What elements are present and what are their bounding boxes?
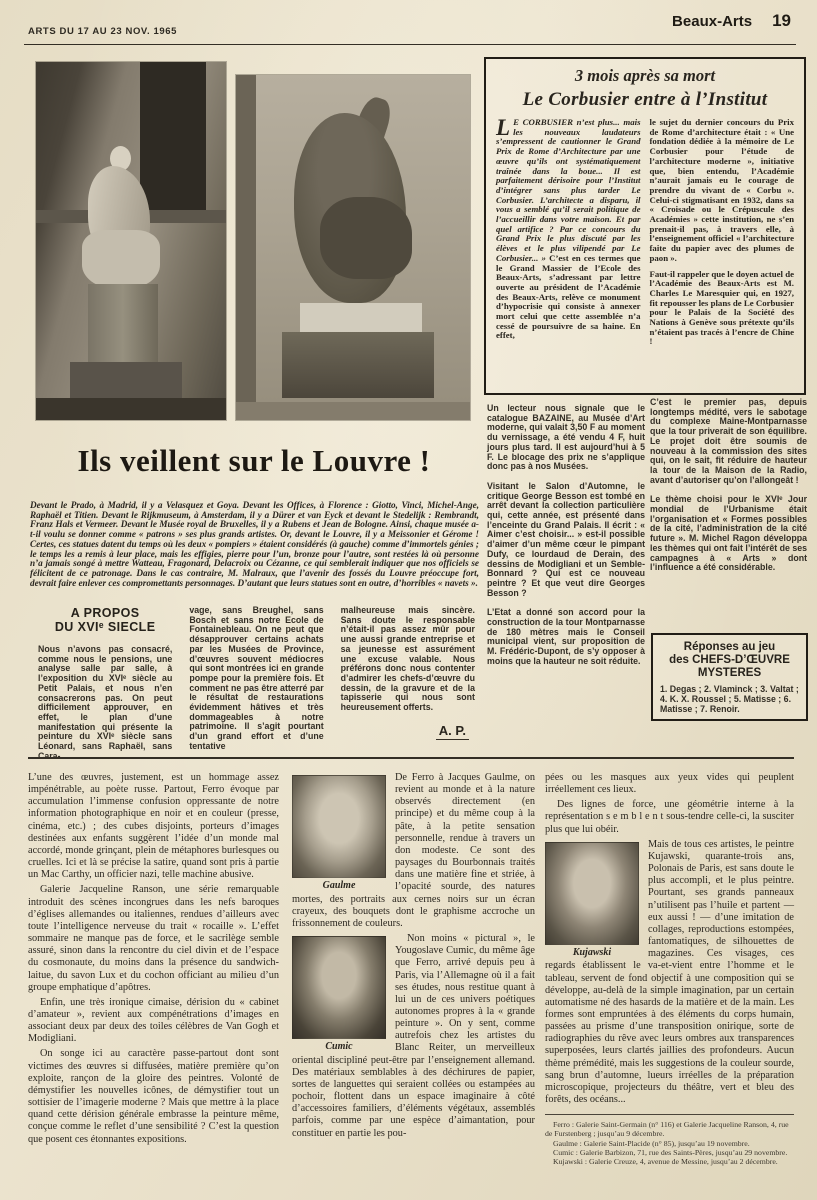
review-column-1 xyxy=(28,772,279,1149)
photo-wall-edge-shape xyxy=(236,75,256,420)
column-text: vage, sans Breughel, sans Bosch et sans notre Ecole de Fontainebleau. On ne peut que désapprouver certains achats par les Musées de Province, d’œuvres souvent médiocres qui sont montrées ici en grande pompe pour la première fois. Et comment ne pas être atterré par le résultat de restaurations évidemment hâtives et très dommageables à notre patrimoine. Il s’agit pourtant d’un grand effort et d’une tentative xyxy=(189,605,324,751)
gallery-listings xyxy=(545,1114,794,1166)
photo-ground-shape xyxy=(236,402,470,420)
statue-base-shape xyxy=(282,332,434,398)
review-paragraph: Enfin, une très ironique cimaise, dérision du « cabinet d’amateur », revient aux compénétrations d’images en associant deux par deux des toiles célèbres de Van Gogh et Modigliani. xyxy=(28,996,279,1045)
article-paragraph xyxy=(496,115,641,341)
article-paragraph: Faut-il rappeler que le doyen actuel de l’Académie des Beaux-Arts est M. Charles Le Maresquier qui, en 1927, fit repousser les plans de Le Corbusier pour le Palais de la Société des Nations à Genève sous prétexte qu’ils n’étaient pas tracés à l’encre de Chine ! xyxy=(649,268,794,347)
article-corbusier-box xyxy=(484,57,806,395)
answers-title-line-2: des CHEFS-D’ŒUVRE xyxy=(669,654,790,666)
statue-pedestal-shape xyxy=(88,284,158,368)
answers-list: 1. Degas ; 2. Vlaminck ; 3. Valtat ; 4. K. X. Roussel ; 5. Matisse ; 6. Matisse ; 7. Renoir. xyxy=(660,684,799,714)
heading-line-1: A PROPOS xyxy=(70,606,140,620)
urbanism-column xyxy=(650,398,807,583)
review-paragraph: L’une des œuvres, justement, est un hommage assez impénétrable, au poète russe. Partout, Ferro évoque par accumulation l’immense confusion oppressante de notre information photographique en noir et en couleur (presse, cinéma, etc.) ; des cubes disjoints, porteurs d’images destinées aux enfants suggèrent l’idée d’un monde mal accordé, monde grinçant, plein de métaphores burlesques ou cruelles. Ici et là se précise la satire, quand sont pris à partie un Mac Carthy, un officier nazi, telle machine abusive. xyxy=(28,772,279,881)
article-column-2 xyxy=(650,118,795,353)
xvi-column-1 xyxy=(38,606,172,761)
answers-title-line-1: Réponses au jeu xyxy=(683,641,776,653)
statue-plinth-shape xyxy=(300,303,422,333)
section-divider-rule xyxy=(28,757,794,759)
review-paragraph: De Ferro à Jacques Gaulme, on revient au monde et à la nature observés directement (en principe) et du même coup à la pâte, à la petite sensation personnelle, rendue à travers un don modeste. Ce sont des paysages du Bourbonnais traités dans une matière fine et striée, à l’opacité sourde, des natures mortes, des portraits aux cernes noirs sur un écran crayeux, des bouquets dont le graphisme accroche un frissonnement de couleurs. xyxy=(292,772,535,929)
brief-salon-automne: Visitant le Salon d’Automne, le critique George Besson est tombé en arrêt devant la collection particulière qui, cette année, est présenté dans l’enceinte du Grand Palais. Il écrit : « Aimer c’est choisir... » est-il possible d’aimer d’un même cœur le pimpant Dufy, ce lourdaud de Derain, des dessins de Modigliani et un Semble-Bonnard ? Qui est ce nouveau peintre ? Et que veut dire Georges Besson ? xyxy=(487,480,645,598)
brief-bazaine: Un lecteur nous signale que le catalogue BAZAINE, au Musée d’Art moderne, qui valait 3,50 F au moment du vernissage, a été vendu 4 F, huit jours plus tard. Il est aujourd’hui à 5 F. Le blocage des prix ne s’applique donc pas à nos Musées. xyxy=(487,403,645,472)
portrait-caption: Gaulme xyxy=(322,880,356,891)
issue-date: ARTS DU 17 AU 23 NOV. 1965 xyxy=(28,26,178,37)
masthead-brand xyxy=(672,11,791,31)
body-text: C’est en ces termes que le Grand Massier de l’Ecole des Beaux-Arts, s’adressant par lettre ouverte au président de l’Académie des Beaux-Arts, relève ce monument d’hypocrisie qui consiste à annexer mort celui que cette assemblée n’a cessé de poursuivre de sa haine. En effet, xyxy=(496,252,641,341)
section-heading xyxy=(38,606,172,634)
listing-cumic: Cumic : Galerie Barbizon, 71, rue des Saints-Pères, jusqu’au 29 novembre. xyxy=(553,1147,788,1157)
drop-cap: L xyxy=(496,115,511,140)
review-paragraph: Des lignes de force, une géométrie interne à la représentation s e m b l e n t sous-tendre celle-ci, la susciter plus que lui obéir. xyxy=(545,799,794,835)
review-paragraph: Galerie Jacqueline Ranson, une série remarquable introduit des scènes incongrues dans les nefs baroques d’églises allemandes ou italiennes, rendues d’ailleurs avec toute l’intelligence nerveuse du trait « rocaille ». L’effet sommaire ne manque pas de force, et le sacrilège semble assuré, sinon dans la rencontre du ciel divin et de l’espace du cosmonaute, du moins dans la présence du sandwich-laitue, du savon Lux et du cochon officiant au milieu d’un groupe emphatique d’apôtres. xyxy=(28,884,279,993)
quiz-answers-box xyxy=(651,633,808,721)
brief-tour-montparnasse: L’Etat a donné son accord pour la construction de la tour Montparnasse de 180 mètres mais le Conseil municipal vient, sur proposition de M. Frédéric-Dupont, de s’y opposer à moins que la hauteur ne soit réduite. xyxy=(487,607,645,666)
portrait-photo xyxy=(545,842,639,945)
article-kicker: 3 mois après sa mort xyxy=(574,66,716,85)
header-rule xyxy=(24,44,796,45)
column-text: Nous n’avons pas consacré, comme nous le pensions, une analyse salle par salle, à l’exposition du XVIᵉ siècle au Petit Palais, et nous n’en consacrerons pas. On peut difficilement approuver, en effet, le plan d’une manifestation qui présente la peinture du XVIᵉ siècle sans Léonard, sans Raphaël, sans Cara- xyxy=(38,644,173,761)
brand-title: Beaux-Arts xyxy=(672,13,753,30)
statue-figure-shape xyxy=(320,197,412,279)
listing-kujawski: Kujawski : Galerie Creuze, 4, avenue de Messine, jusqu’au 2 décembre. xyxy=(553,1157,778,1167)
statue-lap-shape xyxy=(82,230,160,288)
feature-headline: Ils veillent sur le Louvre ! xyxy=(77,443,431,478)
portrait-photo xyxy=(292,936,386,1039)
portrait-photo xyxy=(292,775,386,878)
article-paragraph: le sujet du dernier concours du Prix de Rome d’architecture était : « Une fondation dédiée à la mémoire de Le Corbusier pour l’étude de l’architecture moderne », initiative que, bien entendu, l’Académie n’aurait jamais eu le courage de prendre du vivant de « Corbu ». Celui-ci stigmatisant en 1932, dans sa « Croisade ou le Crépuscule des Académies » cette institution, ne s’en prenait-il pas, à travers elle, à l’enseignement officiel « l’architecture faite du papier avec des plumes de paon ». xyxy=(649,117,794,263)
xvi-column-3 xyxy=(341,606,475,761)
feature-lede: Devant le Prado, à Madrid, il y a Velasquez et Goya. Devant les Offices, à Florence : Giotto, Vinci, Michel-Ange, Raphaël et Titien. Devant le Rijkmuseum, à Amsterdam, il y a Dürer et van Eyck et devant le Stedelijk : Rembrandt, Franz Hals et Vermeer. Devant le Musée royal de Bruxelles, il y a Rubens et Jean de Bologne. Ainsi, chaque musée a-t-il voulu se donner comme « patrons » ses plus grands artistes. Or, devant le Louvre, il y a Meissonier et Gérome ! Certes, ces statues datent du temps où les deux « pompiers » étaient considérés (à gauche) comme d’immortels génies ; le temps les a remis à leur place, mais les effigies, pierre pour l’un, bronze pour l’autre, sont restées là où personne n’a jamais songé à mettre Watteau, Fragonard, Delacroix ou Cézanne, ce qui semblerait indiquer que nos officiels se félicitent de ce patronage. Dans le cas contraire, M. Malraux, que l’avenir des fossés du Louvre préoccupe fort, devrait faire enlever ces compromettants personnages. D’autant que leurs statues sont en outre, d’horribles « navets ». xyxy=(30,500,479,588)
section-xvi-siecle xyxy=(38,606,475,761)
heading-line-2: DU XVIᵉ SIECLE xyxy=(54,620,156,634)
photo-louvre-statue-gerome xyxy=(236,75,470,420)
review-paragraph: Non moins « pictural », le Yougoslave Cumic, du même âge que Ferro, arrivé depuis peu à Paris, via l’Allemagne où il a fait ses études, nous restitue quant à lui un de ces univers poétiques autonomes propres à la « grande peinture ». On y sent, comme autrefois chez les artistes du Blanc Reiter, un merveilleux oriental discipliné peut-être par l’enseignement allemand. Des matériaux semblables à des déchirures de papier, sortes de languettes qui seraient collées ou estampées au pochoir, flottent dans un espace imaginaire à côté d’accessoires familiers, d’éléments végétaux, assemblés parfois, comme par une espèce d’aimantation, pour constituer en partie les pou- xyxy=(292,933,535,1139)
article-columns xyxy=(496,115,794,353)
quote-text: E CORBUSIER n’est plus... mais les nouveaux laudateurs s’empressent de cautionner le Grand Prix de Rome d’Architecture par une œuvre qu’ils ont systématiquement traînée dans la boue... Il est parfaitement dérisoire pour l’Institut d’intégrer sans plus tarder Le Corbusier. L’architecte a disparu, il vous a semblé qu’il serait politique de l’accueillir dans votre maison. Et par quel artifice ? Par ce concours du Grand Prix le plus discuté par les élèves et le plus vilipendé par Le Corbusier... » xyxy=(496,117,641,263)
article-title: Le Corbusier entre à l’Institut xyxy=(522,89,768,110)
review-paragraph: Mais de tous ces artistes, le peintre Kujawski, quarante-trois ans, Polonais de Paris, est sans doute le plus accompli, et le plus peintre. Pourtant, ses grands panneaux n’utilisent pas l’huile et partent — eux aussi ! — d’une imitation de collages, reproductions estompées, fantomatiques, de silhouettes de magazines. Ces visages, ces regards établissent le va-et-vient entre l’homme et le tableau, servent de fond objectif à une composition qui se développe, au-delà de la simple imagination, par un certain automatisme né des hasards de la matière et de la main. Les formes sont empruntées à des éléments du corps humain, passées au prisme d’une transposition onirique, sorte de radiographies du rêve avec leurs ombres aux transparences superposées, leurs clartés jaillies des profondeurs. Aucun thème prémédité, mais les suggestions de la couleur sourde, sang brun d’automne, lueurs irréelles de la préparation microscopique, projecteurs du théâtre, vert et bleu des forêts, des océans... xyxy=(545,838,794,1106)
listing-gaulme: Gaulme : Galerie Saint-Placide (n° 85), jusqu’au 19 novembre. xyxy=(553,1138,750,1148)
portrait-cumic xyxy=(292,936,386,1052)
listing-ferro: Ferro : Galerie Saint-Germain (n° 116) et Galerie Jacqueline Ranson, 4, rue de Furstenberg ; jusqu’au 9 décembre. xyxy=(545,1120,789,1139)
news-briefs-column xyxy=(487,404,645,677)
article-column-1 xyxy=(496,115,641,353)
portrait-gaulme xyxy=(292,775,386,891)
xvi-column-2 xyxy=(189,606,323,761)
portrait-caption: Cumic xyxy=(325,1041,353,1053)
photo-louvre-statue-meissonier xyxy=(36,62,226,420)
portrait-caption: Kujawski xyxy=(572,946,612,958)
photo-doorway-shape xyxy=(140,62,206,210)
brief-maine-montparnasse: C’est le premier pas, depuis longtemps médité, vers le sabotage du complexe Maine-Montparnasse que la tour priverait de son équilibre. Le projet doit être soumis de nouveau à la commission des sites qui, on le sait, fit réduire de hauteur la tour de la Maison de la Radio, avant d’autoriser qu’on l’allongeât ! xyxy=(650,397,807,485)
photo-foreground-shadow xyxy=(36,398,226,420)
page-number: 19 xyxy=(772,11,791,30)
review-paragraph: On songe ici au caractère passe-partout dont sont victimes des œuvres si diffusées, matière première qu’on exploite, rançon de la gloire des peintres. Volonté de démystifier les nouvelles icônes, de démystifier tout un sottisier de l’imagerie moderne ? Mais que mettre à la place quand cette dérision générale embrasse la peinture même, conçue comme le reflet d’une sensibilité ? C’est la question que posent ces étonnantes expositions. xyxy=(28,1048,279,1145)
column-text: malheureuse mais sincère. Sans doute le responsable n’était-il pas assez mûr pour une aussi grande entreprise et sa jeunesse est assurément une excuse valable. Nous préférons donc nous contenter d’admirer les chefs-d’œuvre du dessin, de la gravure et de la tapisserie qui nous sont heureusement offerts. xyxy=(340,605,475,713)
answers-title-line-3: MYSTERES xyxy=(697,667,762,679)
portrait-kujawski xyxy=(545,842,639,958)
brief-jour-urbanisme: Le thème choisi pour le XVIᵉ Jour mondial de l’Urbanisme était l’organisation et « Formes possibles de la cité, l’administration de la cité future ». M. Michel Ragon développa les thèmes qui ont fait l’intérêt de ses campagnes à « Arts » dont l’influence a été considérable. xyxy=(650,494,807,573)
review-column-2 xyxy=(292,772,535,1143)
author-initials: A. P. xyxy=(436,723,469,740)
review-column-3 xyxy=(545,772,794,1166)
review-paragraph: pées ou les masques aux yeux vides qui peuplent irréellement ces lieux. xyxy=(545,772,794,796)
